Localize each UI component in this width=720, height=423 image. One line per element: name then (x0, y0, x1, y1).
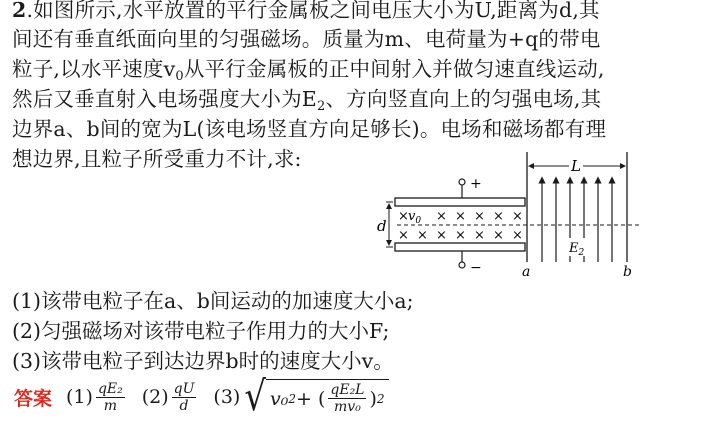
top-plate (395, 198, 525, 206)
magnetic-field-cross: × (436, 228, 447, 243)
magnetic-field-cross: × (512, 209, 523, 224)
magnetic-field-cross: × (455, 228, 466, 243)
magnetic-field-cross: × (398, 209, 409, 224)
answer-part-1: (1) $\frac{\text{qE₂}}{m}$ (66, 380, 123, 414)
problem-text: 粒子,以水平速度v (12, 57, 176, 81)
problem-text: 想边界,且粒子所受重力不计,求: (12, 147, 302, 171)
subscript: 0 (175, 69, 184, 84)
fraction: $\frac{qU}{d}$ (173, 380, 195, 414)
magnetic-field-cross: × (474, 209, 485, 224)
bottom-plate (395, 243, 525, 251)
radicand: v₀ 2 + ( $\frac{\text{qE₂L}}{\text{mv₀}}$ ) 2 (266, 379, 389, 415)
v0-label: $v_0$ (408, 209, 422, 226)
problem-text: 边界a、b间的宽为L(该电场竖直方向足够长)。电场和磁场都有理 (12, 117, 607, 141)
L-label: L (571, 157, 581, 175)
magnetic-field-cross: × (512, 228, 523, 243)
answer-part-2: (2) $\frac{qU}{d}$ (141, 380, 195, 414)
d-label: d (377, 217, 387, 235)
magnetic-field-cross: × (436, 209, 447, 224)
minus-label: − (470, 260, 482, 276)
b-label: b (623, 264, 632, 280)
E2-label: $E_2$ (569, 241, 585, 258)
magnetic-field-cross: × (417, 228, 428, 243)
answer-label: 答案 (14, 387, 53, 410)
magnetic-field-cross: × (493, 228, 504, 243)
magnetic-field-cross: × (474, 228, 485, 243)
radical-sign: √ (244, 373, 267, 421)
plus-label: + (470, 176, 482, 192)
problem-text: 从平行金属板的正中间射入并做匀速直线运动, (183, 57, 605, 81)
magnetic-field-cross: × (455, 209, 466, 224)
fraction: $\frac{\text{qE₂L}}{\text{mv₀}}$ (330, 382, 365, 415)
subscript: 2 (316, 99, 326, 114)
negative-terminal (459, 262, 465, 268)
question-1: (1)该带电粒子在a、b间运动的加速度大小a; (12, 289, 414, 313)
problem-number: 2 (12, 0, 27, 22)
problem-text: .如图所示,水平放置的平行金属板之间电压大小为U,距离为d,其 (26, 0, 600, 22)
sqrt (244, 373, 388, 421)
fraction: $\frac{\text{qE₂}}{m}$ (97, 380, 123, 414)
a-label: a (522, 264, 531, 280)
positive-terminal (459, 179, 465, 185)
problem-text: 、方向竖直向上的匀强电场,其 (325, 87, 602, 111)
problem-text: 间还有垂直纸面向里的匀强磁场。质量为m、电荷量为+q的带电 (12, 27, 601, 51)
magnetic-field-cross: × (493, 209, 504, 224)
answer-part-3: (3) √ v₀ 2 + ( $\frac{\text{qE₂L}}{\text{mv₀}}$ ) 2 (213, 379, 388, 415)
answer-row (14, 374, 403, 420)
question-3: (3)该带电粒子到达边界b时的速度大小v。 (12, 349, 394, 373)
question-2: (2)匀强磁场对该带电粒子作用力的大小F; (12, 319, 390, 343)
magnetic-field-cross: × (398, 228, 409, 243)
problem-text: 然后又垂直射入电场强度大小为E (12, 87, 317, 111)
